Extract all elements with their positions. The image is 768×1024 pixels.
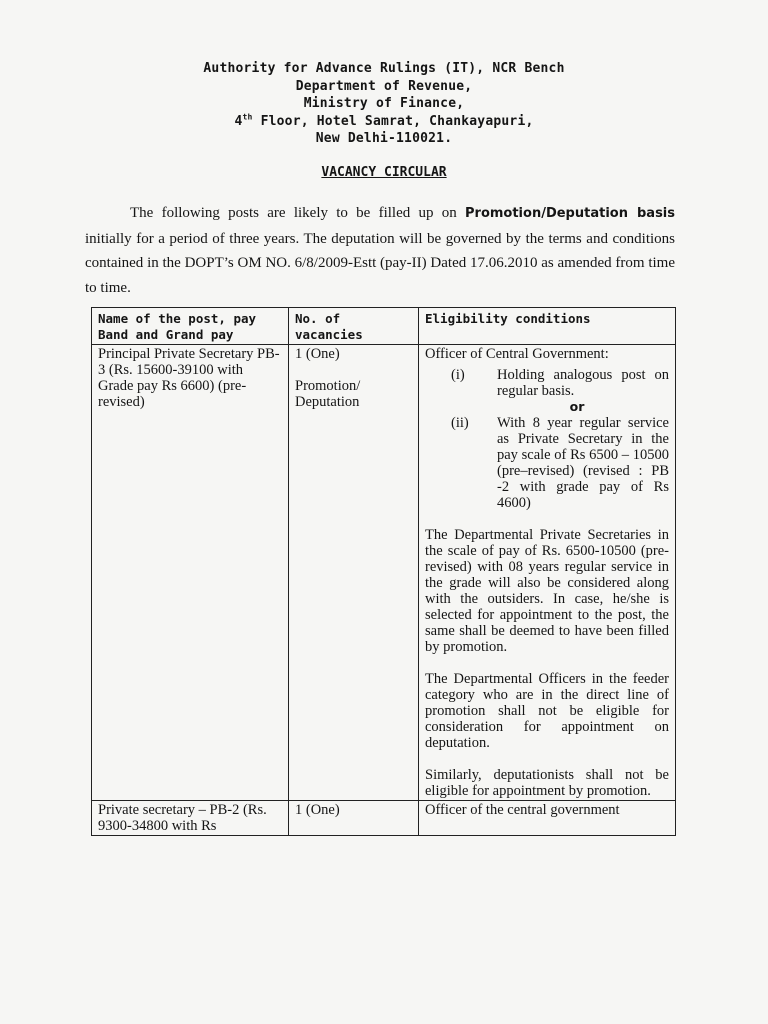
intro-text-before: The following posts are likely to be filled up on	[130, 205, 465, 221]
header-eligibility-label: Eligibility conditions	[425, 311, 591, 326]
eligibility-paragraph: Similarly, deputationists shall not be eligible for appointment by promotion.	[425, 767, 669, 799]
floor-number: 4	[234, 113, 243, 129]
vacancy-count: 1 (One)	[295, 802, 340, 818]
circular-title: VACANCY CIRCULAR	[321, 165, 447, 180]
or-separator	[425, 399, 669, 415]
post-cell	[92, 345, 289, 801]
list-item	[425, 415, 669, 511]
header-post-line1: Name of the post, pay	[98, 311, 257, 326]
eligibility-paragraph: The Departmental Private Secretaries in the scale of pay of Rs. 6500-10500 (pre-revised) with 08 years regular service in the grade will also be considered along with the outsiders. In case, he/she is selected for appointment to the post, the same shall be deemed to have been filled by promotion.	[425, 527, 669, 655]
header-vacancies	[289, 308, 419, 345]
eligibility-paragraph: The Departmental Officers in the feeder category who are in the direct line of promotion shall not be eligible for consideration for appointment on deputation.	[425, 671, 669, 751]
condition-number: (i)	[451, 367, 465, 383]
post-cell	[92, 801, 289, 836]
letterhead	[0, 60, 768, 148]
eligibility-cell	[419, 801, 676, 836]
header-vacancies-line1: No. of	[295, 311, 341, 326]
address-line	[0, 113, 768, 131]
intro-bold: Promotion/Deputation basis	[465, 206, 676, 221]
intro-paragraph	[85, 201, 675, 300]
post-name: Private secretary – PB-2 (Rs. 9300-34800 with Rs	[98, 802, 267, 834]
city-pin: New Delhi-110021.	[315, 131, 453, 146]
ministry-name: Ministry of Finance,	[303, 96, 465, 111]
post-name: Principal Private Secretary PB-3 (Rs. 15600-39100 with Grade pay Rs 6600) (pre-revised)	[98, 346, 280, 410]
header-post	[92, 308, 289, 345]
eligibility-cell	[419, 345, 676, 801]
condition-number: (ii)	[451, 415, 469, 431]
list-item	[425, 367, 669, 399]
vacancy-table	[91, 307, 676, 836]
vacancy-cell	[289, 801, 419, 836]
floor-suffix: th	[242, 112, 253, 122]
officer-line: Officer of Central Government:	[425, 346, 609, 362]
authority-name: Authority for Advance Rulings (IT), NCR Bench	[203, 61, 565, 76]
table-header-row	[92, 308, 676, 345]
intro-text-after: initially for a period of three years. The deputation will be governed by the terms and conditions contained in the DOPT’s OM NO. 6/8/2009-Estt (pay-II) Dated 17.06.2010 as amended from time to time.	[85, 230, 675, 296]
officer-line: Officer of the central government	[425, 802, 620, 818]
condition-text: With 8 year regular service as Private Secretary in the pay scale of Rs 6500 – 10500 (pre–revised) (revised : PB -2 with grade pay of Rs 4600)	[497, 415, 669, 511]
header-post-line2: Band and Grand pay	[98, 327, 234, 342]
table-row	[92, 801, 676, 836]
or-label: or	[569, 399, 585, 414]
vacancy-count: 1 (One)	[295, 346, 340, 362]
header-vacancies-line2: vacancies	[295, 327, 363, 342]
header-eligibility	[419, 308, 676, 345]
recruitment-mode: Promotion/ Deputation	[295, 378, 361, 410]
vacancy-cell	[289, 345, 419, 801]
department-name: Department of Revenue,	[295, 78, 473, 94]
condition-text: Holding analogous post on regular basis.	[497, 367, 669, 399]
condition-list	[425, 367, 669, 511]
address-rest: Floor, Hotel Samrat, Chankayapuri,	[252, 113, 534, 129]
table-row	[92, 345, 676, 801]
